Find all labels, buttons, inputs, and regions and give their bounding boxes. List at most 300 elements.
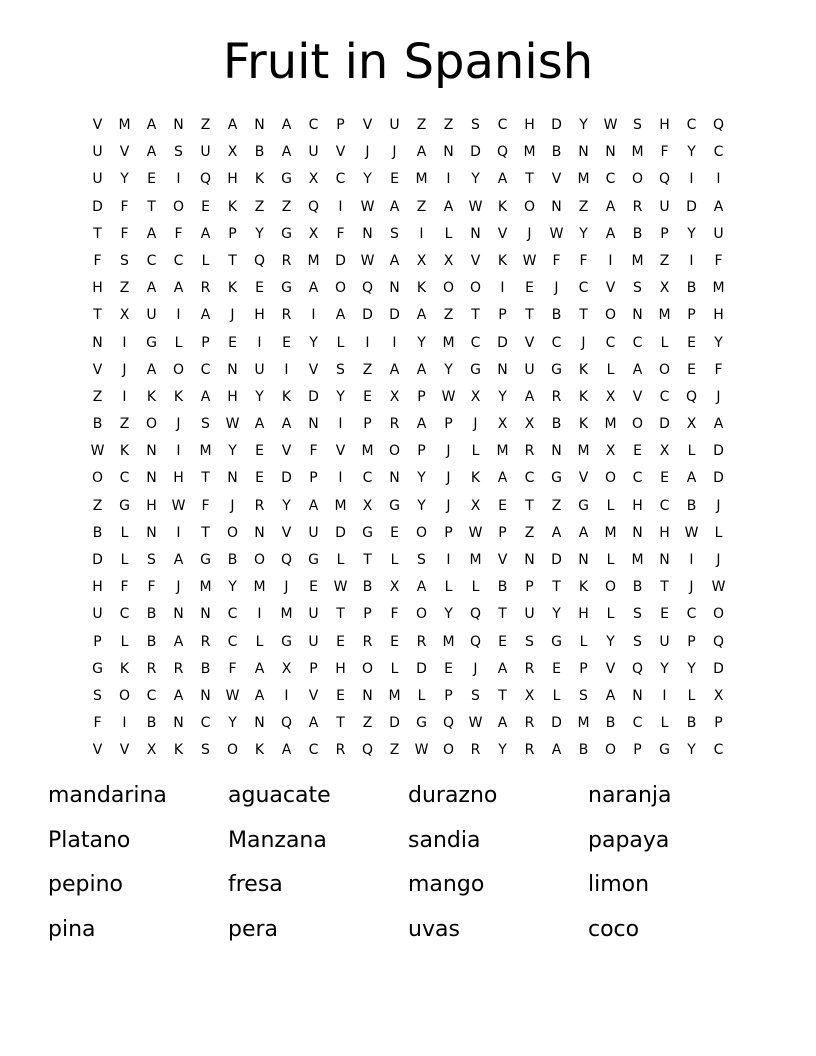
grid-letter[interactable]: Y (444, 361, 453, 378)
grid-letter[interactable]: P (309, 470, 318, 487)
grid-letter[interactable]: X (443, 252, 454, 269)
grid-letter[interactable]: L (660, 715, 669, 732)
grid-letter[interactable]: Z (578, 198, 589, 215)
grid-letter[interactable]: A (173, 687, 184, 704)
grid-letter[interactable]: C (308, 742, 319, 759)
grid-letter[interactable]: R (524, 660, 535, 677)
grid-letter[interactable]: G (281, 633, 292, 650)
grid-letter[interactable]: S (417, 552, 426, 568)
grid-letter[interactable]: M (253, 579, 266, 596)
grid-letter[interactable]: D (497, 334, 508, 351)
grid-letter[interactable]: P (201, 334, 210, 351)
grid-letter[interactable]: A (497, 660, 508, 677)
grid-letter[interactable]: L (687, 687, 696, 704)
grid-letter[interactable]: I (284, 687, 289, 704)
grid-letter[interactable]: S (525, 633, 534, 650)
grid-letter[interactable]: E (633, 443, 642, 460)
grid-letter[interactable]: A (146, 280, 157, 297)
grid-letter[interactable]: M (334, 497, 347, 514)
grid-letter[interactable]: F (552, 252, 561, 269)
grid-letter[interactable]: O (172, 361, 185, 378)
grid-letter[interactable]: B (578, 742, 589, 759)
grid-letter[interactable]: T (147, 198, 156, 215)
grid-letter[interactable]: E (390, 633, 399, 650)
grid-letter[interactable]: R (524, 715, 535, 732)
grid-letter[interactable]: J (554, 280, 559, 297)
grid-letter[interactable]: T (201, 470, 210, 487)
grid-letter[interactable]: Z (443, 307, 454, 324)
grid-letter[interactable]: Z (551, 497, 562, 514)
grid-letter[interactable]: D (551, 117, 562, 133)
grid-letter[interactable]: S (471, 687, 480, 704)
grid-letter[interactable]: V (551, 171, 562, 188)
grid-letter[interactable]: S (174, 144, 183, 161)
grid-letter[interactable]: I (176, 171, 181, 188)
grid-letter[interactable]: V (281, 443, 292, 460)
grid-letter[interactable]: F (228, 660, 237, 677)
grid-letter[interactable]: R (524, 443, 535, 460)
grid-letter[interactable]: K (173, 388, 184, 405)
grid-letter[interactable]: N (524, 552, 535, 568)
grid-letter[interactable]: M (199, 579, 212, 596)
grid-letter[interactable]: K (254, 742, 265, 759)
grid-letter[interactable]: J (581, 334, 586, 351)
grid-letter[interactable]: W (468, 198, 483, 215)
grid-letter[interactable]: N (632, 524, 643, 541)
grid-letter[interactable]: M (604, 416, 617, 433)
grid-letter[interactable]: G (281, 225, 292, 242)
grid-letter[interactable]: O (658, 361, 671, 378)
grid-letter[interactable]: E (525, 280, 534, 297)
grid-letter[interactable]: A (578, 524, 589, 541)
grid-letter[interactable]: C (119, 606, 130, 623)
grid-letter[interactable]: M (577, 171, 590, 188)
grid-letter[interactable]: G (659, 742, 670, 759)
grid-letter[interactable]: I (446, 552, 451, 568)
grid-letter[interactable]: B (146, 715, 157, 732)
grid-letter[interactable]: Y (579, 117, 588, 133)
grid-letter[interactable]: N (389, 280, 400, 297)
grid-letter[interactable]: E (147, 171, 156, 188)
grid-letter[interactable]: M (307, 252, 320, 269)
grid-letter[interactable]: J (446, 443, 451, 460)
grid-letter[interactable]: N (200, 606, 211, 623)
grid-letter[interactable]: S (147, 552, 156, 568)
grid-letter[interactable]: B (146, 633, 157, 650)
grid-letter[interactable]: F (336, 225, 345, 242)
grid-letter[interactable]: T (471, 307, 480, 324)
grid-letter[interactable]: G (146, 334, 157, 351)
grid-letter[interactable]: X (605, 443, 616, 460)
grid-letter[interactable]: D (335, 524, 346, 541)
grid-letter[interactable]: Y (579, 225, 588, 242)
grid-letter[interactable]: K (578, 361, 589, 378)
grid-letter[interactable]: C (200, 715, 211, 732)
grid-letter[interactable]: V (92, 742, 103, 759)
grid-letter[interactable]: V (335, 443, 346, 460)
grid-letter[interactable]: P (633, 742, 642, 759)
grid-letter[interactable]: X (281, 660, 292, 677)
grid-letter[interactable]: H (92, 280, 103, 297)
grid-letter[interactable]: I (122, 715, 127, 732)
grid-letter[interactable]: C (173, 252, 184, 269)
grid-letter[interactable]: W (549, 225, 564, 242)
grid-letter[interactable]: C (578, 280, 589, 297)
grid-letter[interactable]: D (659, 416, 670, 433)
grid-letter[interactable]: I (662, 687, 667, 704)
grid-letter[interactable]: K (416, 280, 427, 297)
grid-letter[interactable]: N (605, 144, 616, 161)
grid-letter[interactable]: Y (498, 742, 507, 759)
grid-letter[interactable]: Z (92, 388, 103, 405)
grid-letter[interactable]: N (254, 524, 265, 541)
grid-letter[interactable]: A (524, 388, 535, 405)
grid-letter[interactable]: Y (687, 144, 696, 161)
grid-letter[interactable]: K (497, 252, 508, 269)
grid-letter[interactable]: I (608, 252, 613, 269)
grid-letter[interactable]: P (309, 660, 318, 677)
grid-letter[interactable]: A (254, 687, 265, 704)
grid-letter[interactable]: L (444, 579, 453, 596)
grid-letter[interactable]: W (225, 416, 240, 433)
grid-letter[interactable]: D (551, 552, 562, 568)
grid-letter[interactable]: W (441, 388, 456, 405)
grid-letter[interactable]: A (632, 361, 643, 378)
grid-letter[interactable]: N (578, 144, 589, 161)
grid-letter[interactable]: V (362, 117, 373, 133)
grid-letter[interactable]: L (579, 633, 588, 650)
grid-letter[interactable]: U (389, 117, 400, 133)
grid-letter[interactable]: C (146, 687, 157, 704)
grid-letter[interactable]: A (173, 552, 184, 568)
grid-letter[interactable]: V (497, 552, 508, 568)
grid-letter[interactable]: C (605, 171, 616, 188)
grid-letter[interactable]: A (146, 225, 157, 242)
grid-letter[interactable]: L (660, 334, 669, 351)
grid-letter[interactable]: P (687, 633, 696, 650)
grid-letter[interactable]: X (362, 497, 373, 514)
grid-letter[interactable]: J (284, 579, 289, 596)
grid-letter[interactable]: C (146, 252, 157, 269)
grid-letter[interactable]: O (631, 171, 644, 188)
grid-letter[interactable]: Q (712, 633, 725, 650)
grid-letter[interactable]: H (659, 117, 670, 133)
grid-letter[interactable]: Y (120, 171, 129, 188)
grid-letter[interactable]: A (200, 388, 211, 405)
grid-letter[interactable]: N (92, 334, 103, 351)
grid-letter[interactable]: A (497, 715, 508, 732)
grid-letter[interactable]: T (93, 307, 102, 324)
grid-letter[interactable]: A (416, 361, 427, 378)
grid-letter[interactable]: V (335, 144, 346, 161)
grid-letter[interactable]: R (362, 633, 373, 650)
grid-letter[interactable]: J (716, 497, 721, 514)
grid-letter[interactable]: P (93, 633, 102, 650)
grid-letter[interactable]: A (416, 579, 427, 596)
grid-letter[interactable]: Y (255, 388, 264, 405)
grid-letter[interactable]: B (605, 715, 616, 732)
grid-letter[interactable]: A (443, 198, 454, 215)
grid-letter[interactable]: M (631, 144, 644, 161)
grid-letter[interactable]: S (201, 416, 210, 433)
grid-letter[interactable]: C (308, 117, 319, 133)
grid-letter[interactable]: U (146, 307, 157, 324)
grid-letter[interactable]: A (713, 198, 724, 215)
grid-letter[interactable]: L (174, 334, 183, 351)
grid-letter[interactable]: E (282, 334, 291, 351)
grid-letter[interactable]: A (227, 117, 238, 133)
grid-letter[interactable]: K (227, 280, 238, 297)
grid-letter[interactable]: A (686, 470, 697, 487)
grid-letter[interactable]: J (365, 144, 370, 161)
grid-letter[interactable]: F (579, 252, 588, 269)
grid-letter[interactable]: W (333, 579, 348, 596)
grid-letter[interactable]: I (311, 307, 316, 324)
grid-letter[interactable]: R (335, 742, 346, 759)
grid-letter[interactable]: E (336, 633, 345, 650)
grid-letter[interactable]: C (119, 470, 130, 487)
grid-letter[interactable]: L (606, 606, 615, 623)
grid-letter[interactable]: N (551, 443, 562, 460)
grid-letter[interactable]: T (336, 715, 345, 732)
grid-letter[interactable]: U (308, 633, 319, 650)
grid-letter[interactable]: O (469, 280, 482, 297)
grid-letter[interactable]: Q (685, 388, 698, 405)
grid-letter[interactable]: X (470, 388, 481, 405)
grid-letter[interactable]: D (335, 252, 346, 269)
grid-letter[interactable]: A (551, 524, 562, 541)
grid-letter[interactable]: D (470, 144, 481, 161)
grid-letter[interactable]: X (659, 443, 670, 460)
grid-letter[interactable]: V (281, 524, 292, 541)
grid-letter[interactable]: O (523, 198, 536, 215)
grid-letter[interactable]: V (308, 361, 319, 378)
grid-letter[interactable]: Y (660, 660, 669, 677)
grid-letter[interactable]: O (415, 524, 428, 541)
grid-letter[interactable]: R (200, 633, 211, 650)
grid-letter[interactable]: N (254, 715, 265, 732)
grid-letter[interactable]: N (146, 524, 157, 541)
grid-letter[interactable]: L (606, 361, 615, 378)
grid-letter[interactable]: H (632, 497, 643, 514)
grid-letter[interactable]: U (308, 606, 319, 623)
grid-letter[interactable]: Z (254, 198, 265, 215)
grid-letter[interactable]: X (308, 225, 319, 242)
grid-letter[interactable]: Y (552, 606, 561, 623)
grid-letter[interactable]: E (390, 524, 399, 541)
grid-letter[interactable]: J (176, 416, 181, 433)
grid-letter[interactable]: J (689, 579, 694, 596)
grid-letter[interactable]: X (416, 252, 427, 269)
grid-letter[interactable]: O (442, 280, 455, 297)
grid-letter[interactable]: N (389, 470, 400, 487)
grid-letter[interactable]: B (686, 715, 697, 732)
grid-letter[interactable]: R (281, 307, 292, 324)
grid-letter[interactable]: O (415, 606, 428, 623)
grid-letter[interactable]: D (92, 198, 103, 215)
grid-letter[interactable]: C (659, 497, 670, 514)
grid-letter[interactable]: C (470, 334, 481, 351)
grid-letter[interactable]: P (687, 307, 696, 324)
grid-letter[interactable]: N (308, 416, 319, 433)
grid-letter[interactable]: T (552, 579, 561, 596)
grid-letter[interactable]: H (227, 388, 238, 405)
grid-letter[interactable]: F (93, 715, 102, 732)
grid-letter[interactable]: F (120, 198, 129, 215)
grid-letter[interactable]: Y (471, 171, 480, 188)
grid-letter[interactable]: K (146, 388, 157, 405)
grid-letter[interactable]: Y (363, 171, 372, 188)
grid-letter[interactable]: F (174, 225, 183, 242)
grid-letter[interactable]: C (713, 742, 724, 759)
grid-letter[interactable]: L (471, 579, 480, 596)
grid-letter[interactable]: P (444, 524, 453, 541)
grid-letter[interactable]: U (254, 361, 265, 378)
grid-letter[interactable]: E (660, 470, 669, 487)
grid-letter[interactable]: A (713, 416, 724, 433)
grid-letter[interactable]: P (525, 579, 534, 596)
grid-letter[interactable]: Y (417, 470, 426, 487)
grid-letter[interactable]: C (497, 117, 508, 133)
grid-letter[interactable]: O (172, 198, 185, 215)
grid-letter[interactable]: N (497, 361, 508, 378)
grid-letter[interactable]: T (93, 225, 102, 242)
grid-letter[interactable]: O (226, 742, 239, 759)
grid-letter[interactable]: X (524, 687, 535, 704)
grid-letter[interactable]: U (92, 606, 103, 623)
grid-letter[interactable]: N (551, 198, 562, 215)
grid-letter[interactable]: N (659, 552, 670, 568)
grid-letter[interactable]: J (392, 144, 397, 161)
grid-letter[interactable]: H (713, 307, 724, 324)
grid-letter[interactable]: O (118, 687, 131, 704)
grid-letter[interactable]: A (173, 633, 184, 650)
grid-letter[interactable]: C (632, 470, 643, 487)
grid-letter[interactable]: S (201, 742, 210, 759)
grid-letter[interactable]: C (227, 606, 238, 623)
grid-letter[interactable]: J (230, 497, 235, 514)
grid-letter[interactable]: J (716, 388, 721, 405)
grid-letter[interactable]: D (362, 307, 373, 324)
grid-letter[interactable]: A (146, 361, 157, 378)
grid-letter[interactable]: M (604, 524, 617, 541)
grid-letter[interactable]: N (227, 361, 238, 378)
grid-letter[interactable]: G (200, 552, 211, 568)
grid-letter[interactable]: S (93, 687, 102, 704)
grid-letter[interactable]: Z (119, 280, 130, 297)
grid-letter[interactable]: K (578, 388, 589, 405)
grid-letter[interactable]: C (659, 388, 670, 405)
grid-letter[interactable]: O (145, 416, 158, 433)
grid-letter[interactable]: X (308, 171, 319, 188)
grid-letter[interactable]: T (498, 687, 507, 704)
grid-letter[interactable]: J (473, 416, 478, 433)
grid-letter[interactable]: X (389, 388, 400, 405)
grid-letter[interactable]: N (227, 470, 238, 487)
grid-letter[interactable]: O (604, 470, 617, 487)
grid-letter[interactable]: Y (417, 334, 426, 351)
grid-letter[interactable]: Q (199, 171, 212, 188)
grid-letter[interactable]: X (524, 416, 535, 433)
grid-letter[interactable]: Y (255, 225, 264, 242)
grid-letter[interactable]: X (146, 742, 157, 759)
grid-letter[interactable]: M (469, 552, 482, 568)
grid-letter[interactable]: B (92, 524, 103, 541)
grid-letter[interactable]: B (497, 579, 508, 596)
grid-letter[interactable]: R (389, 416, 400, 433)
grid-letter[interactable]: A (146, 117, 157, 133)
grid-letter[interactable]: P (444, 687, 453, 704)
grid-letter[interactable]: C (632, 715, 643, 732)
grid-letter[interactable]: Z (443, 117, 454, 133)
grid-letter[interactable]: G (551, 470, 562, 487)
grid-letter[interactable]: X (470, 497, 481, 514)
grid-letter[interactable]: W (684, 524, 699, 541)
grid-letter[interactable]: P (660, 225, 669, 242)
grid-letter[interactable]: H (173, 470, 184, 487)
grid-letter[interactable]: G (362, 524, 373, 541)
grid-letter[interactable]: A (551, 742, 562, 759)
grid-letter[interactable]: Y (417, 497, 426, 514)
grid-letter[interactable]: O (91, 470, 104, 487)
grid-letter[interactable]: N (578, 552, 589, 568)
grid-letter[interactable]: L (255, 633, 264, 650)
grid-letter[interactable]: E (444, 660, 453, 677)
grid-letter[interactable]: L (552, 687, 561, 704)
grid-letter[interactable]: C (632, 334, 643, 351)
grid-letter[interactable]: A (281, 117, 292, 133)
grid-letter[interactable]: F (660, 144, 669, 161)
grid-letter[interactable]: P (417, 443, 426, 460)
grid-letter[interactable]: W (360, 198, 375, 215)
grid-letter[interactable]: P (498, 307, 507, 324)
grid-letter[interactable]: A (605, 225, 616, 242)
grid-letter[interactable]: C (335, 171, 346, 188)
grid-letter[interactable]: A (281, 144, 292, 161)
grid-letter[interactable]: Q (307, 198, 320, 215)
grid-letter[interactable]: V (92, 117, 103, 133)
grid-letter[interactable]: C (686, 606, 697, 623)
grid-letter[interactable]: P (228, 225, 237, 242)
grid-letter[interactable]: N (173, 606, 184, 623)
grid-letter[interactable]: Z (119, 416, 130, 433)
grid-letter[interactable]: G (551, 633, 562, 650)
grid-letter[interactable]: U (659, 633, 670, 650)
grid-letter[interactable]: A (605, 198, 616, 215)
grid-letter[interactable]: T (525, 497, 534, 514)
grid-letter[interactable]: A (497, 470, 508, 487)
grid-letter[interactable]: Q (361, 742, 374, 759)
grid-letter[interactable]: U (659, 198, 670, 215)
grid-letter[interactable]: P (363, 416, 372, 433)
grid-letter[interactable]: O (712, 606, 725, 623)
grid-letter[interactable]: H (92, 579, 103, 596)
grid-letter[interactable]: P (417, 388, 426, 405)
grid-letter[interactable]: C (524, 470, 535, 487)
grid-letter[interactable]: E (390, 171, 399, 188)
grid-letter[interactable]: I (689, 552, 694, 568)
grid-letter[interactable]: J (716, 552, 721, 568)
grid-letter[interactable]: D (92, 552, 103, 568)
grid-letter[interactable]: Z (416, 198, 427, 215)
grid-letter[interactable]: F (93, 252, 102, 269)
grid-letter[interactable]: Z (362, 361, 373, 378)
grid-letter[interactable]: B (200, 660, 211, 677)
grid-letter[interactable]: E (660, 606, 669, 623)
grid-letter[interactable]: Q (280, 552, 293, 568)
grid-letter[interactable]: E (309, 579, 318, 596)
grid-letter[interactable]: Q (631, 660, 644, 677)
